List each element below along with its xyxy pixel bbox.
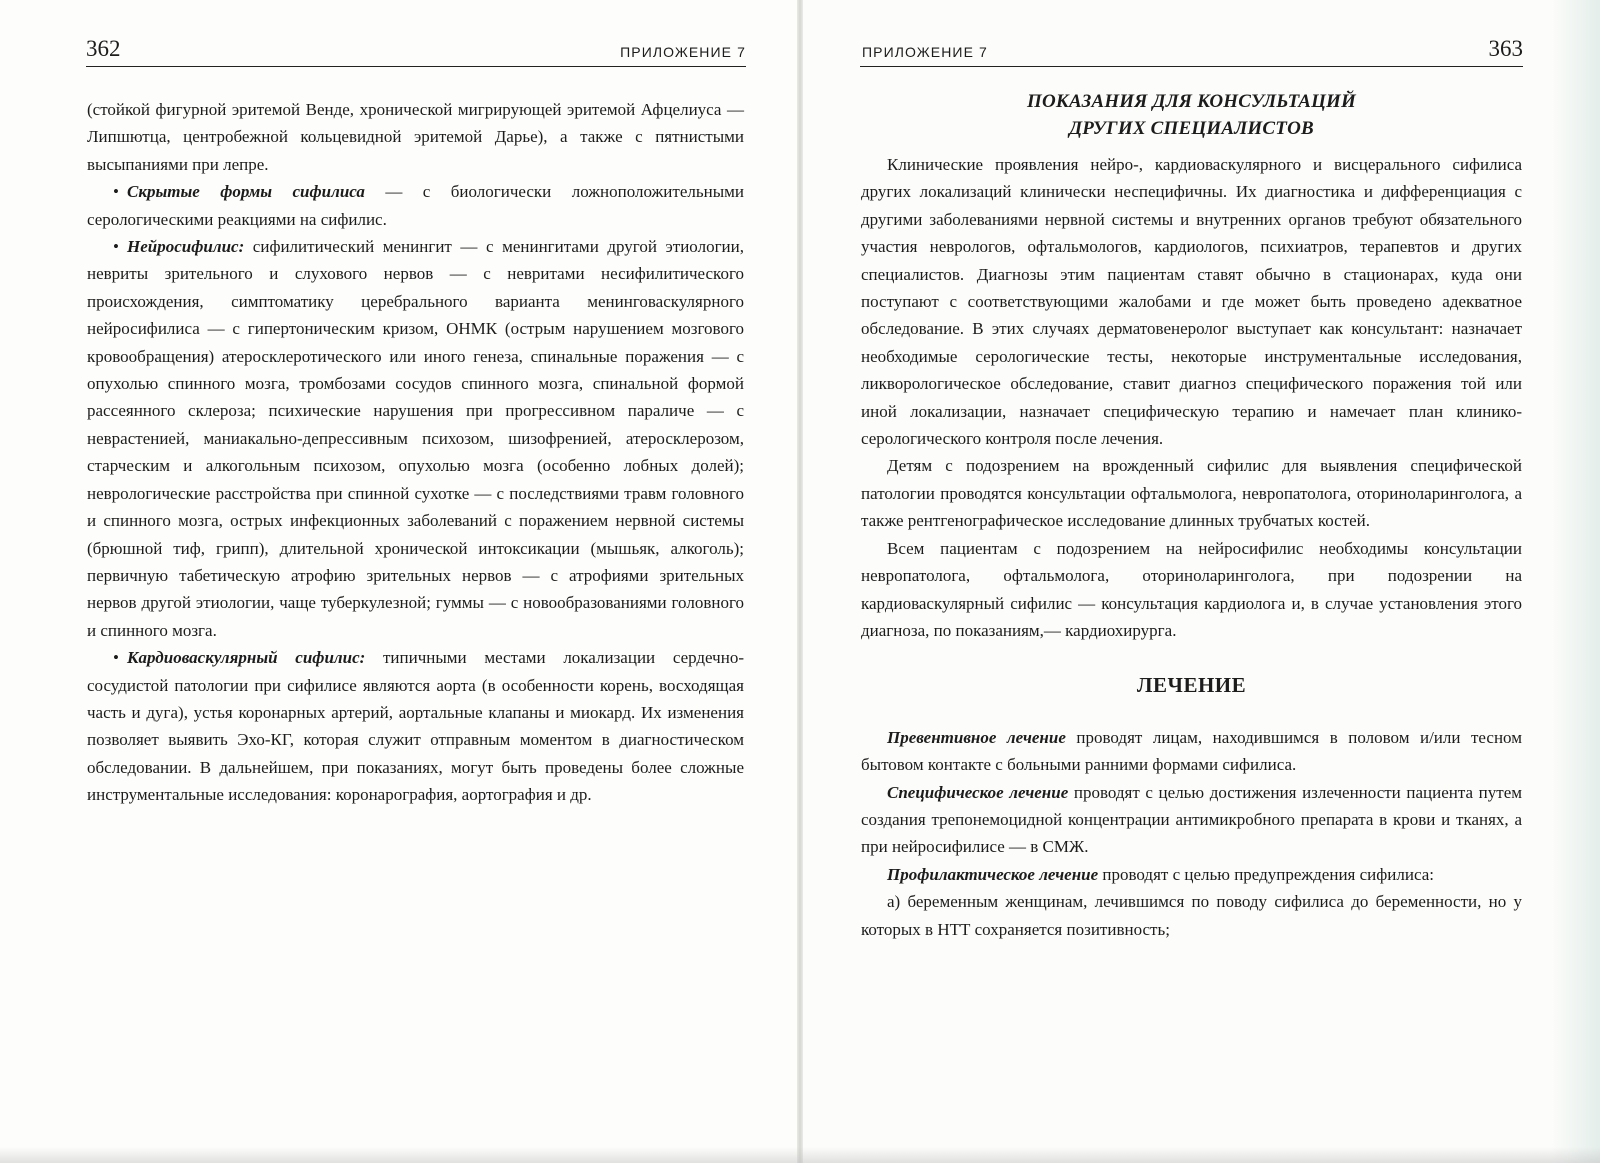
right-running-head: ПРИЛОЖЕНИЕ 7	[862, 44, 988, 60]
paragraph-text: проводят лицам, находившимся в половом и/или тесном бытовом контакте с больными ранними формами сифилиса.	[861, 727, 1522, 775]
paragraph	[861, 724, 1522, 779]
right-page	[803, 0, 1600, 1163]
paragraph-text: а) беременным женщинам, лечившимся по поводу сифилиса до беременности, но у которых в НТТ сохраняется позитивность;	[861, 892, 1522, 939]
page-edge-bleed	[1552, 0, 1600, 1163]
heading-line: ПОКАЗАНИЯ ДЛЯ КОНСУЛЬТАЦИЙ	[1026, 91, 1357, 112]
paragraph: Клинические проявления нейро-, кардиоваскулярного и висцерального сифилиса других локализаций клинически неспецифичны. Их диагностика и дифференциация с другими заболеваниями нервной системы и внутренних органов требуют обязательного участия неврологов, офтальмологов, кардиологов, психиатров, терапевтов и других специалистов. Диагнозы этим пациентам ставят обычно в стационарах, куда они поступают с соответствующими жалобами и где может быть проведено адекватное обследование. В этих случаях дерматовенеролог выступает как консультант: назначает необходимые серологические тесты, некоторые инструментальные исследования, ликворологическое обследование, ставит диагноз специфического поражения той или иной локализации, назначает специфическую терапию и намечает план клинико-серологического контроля после лечения.	[861, 155, 1522, 449]
term-label: Скрытые формы сифилиса	[127, 182, 365, 202]
left-page-body	[87, 96, 744, 809]
paragraph-text: проводят с целью предупреждения сифилиса:	[1098, 864, 1434, 884]
bullet-icon: •	[113, 648, 119, 668]
paragraph-text: проводят с целью достижения излеченности пациента путем создания трепонемоцидной концентрации антимикробного препарата в крови и тканях, а при нейросифилисе — в СМЖ.	[861, 782, 1522, 857]
term-label: Кардиоваскулярный сифилис:	[127, 648, 366, 668]
paragraph	[861, 779, 1522, 861]
heading-line: ДРУГИХ СПЕЦИАЛИСТОВ	[1069, 118, 1314, 139]
bullet-paragraph	[87, 233, 744, 644]
term-label: Превентивное лечение	[887, 727, 1066, 747]
right-page-header	[860, 34, 1523, 67]
left-page-header	[86, 34, 746, 67]
bullet-icon: •	[113, 237, 119, 257]
left-running-head: ПРИЛОЖЕНИЕ 7	[620, 44, 746, 60]
paragraph: Всем пациентам с подозрением на нейросифилис необходимы консультации невропатолога, офтальмолога, оториноларинголога, при подозрении на кардиоваскулярный сифилис — консультация кардиолога и, в случае установления этого диагноза, по показаниям,— кардиохирурга.	[861, 538, 1522, 640]
term-label: Профилактическое лечение	[887, 864, 1099, 884]
paragraph-text: сифилитический менингит — с менингитами другой этиологии, невриты зрительного и слухового нервов — с невритами несифилитического происхождения, симптоматику церебрального варианта менинговаскулярного нейросифилиса — с гипертоническим кризом, ОНМК (острым нарушением мозгового кровообращения) атеросклеротического или иного генеза, спинальные поражения — с опухолью спинного мозга, тромбозами сосудов спинного мозга, спинальной формой рассеянного склероза; психические нарушения при прогрессивном параличе — с неврастенией, маниакально-депрессивным психозом, шизофренией, атеросклерозом, старческим и алкогольным психозом, опухолью мозга (особенно лобных долей); неврологические расстройства при спинной сухотке — с последствиями травм головного и спинного мозга, острых инфекционных заболеваний с поражением нервной системы (брюшной тиф, грипп), длительной хронической интоксикации (мышьяк, алкоголь); первичную табетическую атрофию зрительных нервов — с атрофиями зрительных нервов другой этиологии, чаще туберкулезной; гуммы — с новообразованиями головного и спинного мозга.	[87, 237, 744, 640]
paragraph	[861, 888, 1522, 943]
left-page	[0, 0, 797, 1163]
bullet-paragraph	[87, 644, 744, 808]
paragraph	[861, 861, 1522, 888]
paragraph: Детям с подозрением на врожденный сифилис для выявления специфической патологии проводятся консультации офтальмолога, невропатолога, оториноларинголога, а также рентгенографическое исследование длинных трубчатых костей.	[861, 456, 1522, 531]
term-label: Специфическое лечение	[887, 782, 1069, 802]
bullet-icon: •	[113, 182, 119, 202]
paragraph	[87, 96, 744, 178]
right-page-body	[861, 88, 1522, 943]
section-heading-treatment: ЛЕЧЕНИЕ	[1136, 673, 1247, 698]
bottom-shadow	[0, 1147, 1600, 1163]
term-label: Нейросифилис:	[127, 237, 245, 257]
bullet-paragraph	[87, 178, 744, 233]
right-page-number: 363	[1488, 36, 1523, 61]
paragraph-text: типичными местами локализации сердечно-сосудистой патологии при сифилисе являются аорта (в особенности корень, восходящая часть и дуга), устья коронарных артерий, аортальные клапаны и миокард. Их изменения позволяет выявить Эхо-КГ, которая служит отправным моментом в диагностическом обследовании. В дальнейшем, при показаниях, могут быть проведены более сложные инструментальные исследования: коронарография, аортография и др.	[87, 648, 744, 805]
section-heading-consultations	[861, 88, 1522, 142]
left-page-number: 362	[86, 36, 121, 61]
paragraph-text: (стойкой фигурной эритемой Венде, хронической мигрирующей эритемой Афцелиуса — Липшютца, центробежной кольцевидной эритемой Дарье), а также с пятнистыми высыпаниями при лепре.	[87, 100, 744, 174]
paragraph-text: — с биологически ложноположительными серологическими реакциями на сифилис.	[87, 182, 744, 229]
